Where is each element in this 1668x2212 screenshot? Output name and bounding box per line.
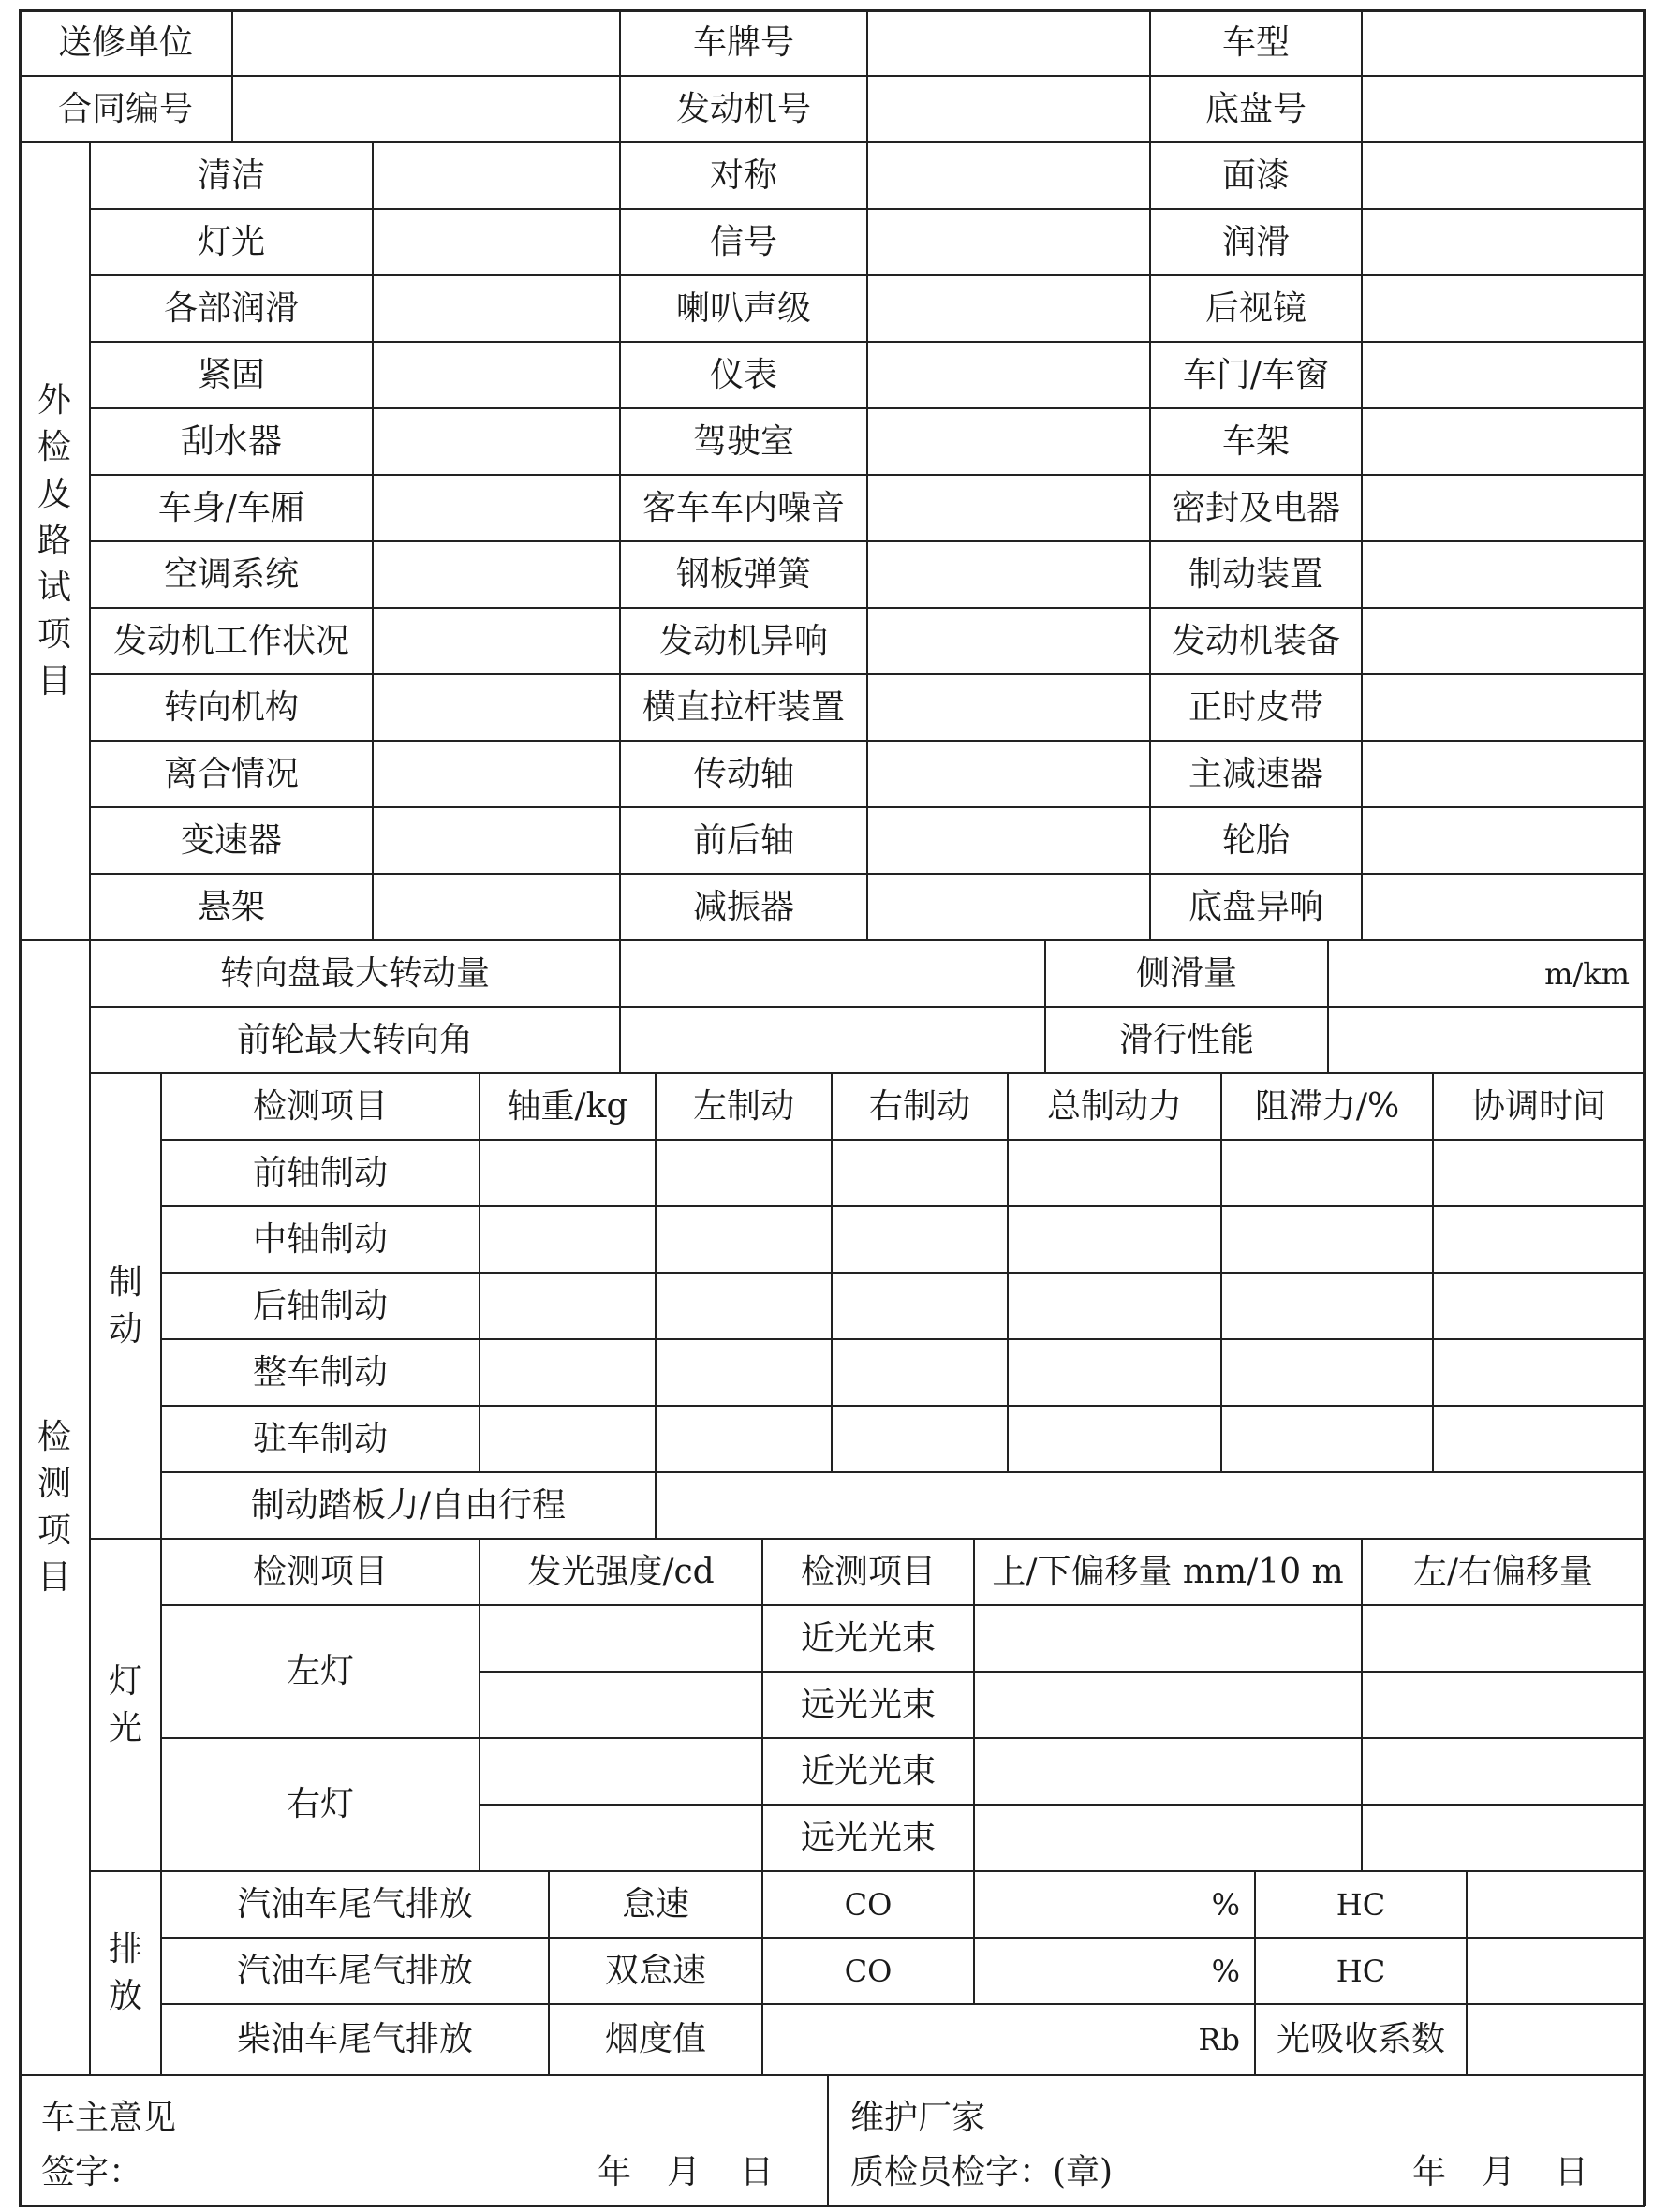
brake-value-field[interactable] <box>832 1206 1008 1273</box>
inspection-item: 润滑 <box>1221 222 1290 261</box>
grid-line <box>761 1539 763 1871</box>
vertical-label-char: 试 <box>37 568 71 607</box>
inspection-result-field[interactable] <box>1362 807 1645 874</box>
grid-line <box>1149 9 1151 142</box>
inspection-item: 后视镜 <box>1204 288 1306 328</box>
brake-header: 检测项目 <box>252 1086 388 1126</box>
brake-value-field[interactable] <box>480 1206 656 1273</box>
inspection-item: 空调系统 <box>163 554 299 594</box>
brake-value-field[interactable] <box>1221 1406 1433 1472</box>
grid-line <box>161 1338 1645 1340</box>
inspection-result-field[interactable] <box>1362 209 1645 275</box>
inspection-result-field[interactable] <box>1362 674 1645 741</box>
inspection-result-field[interactable] <box>373 807 620 874</box>
maintainer-month-label: 月 <box>1482 2153 1516 2191</box>
grid-line <box>619 940 621 1073</box>
brake-value-field[interactable] <box>1221 1273 1433 1339</box>
luminous-intensity-field[interactable] <box>480 1672 762 1738</box>
vertical-label-char: 光 <box>108 1708 142 1747</box>
inspection-result-field[interactable] <box>373 475 620 541</box>
grid-line <box>973 1539 975 1871</box>
right-lamp-label: 右灯 <box>286 1785 354 1823</box>
vertical-label-char: 及 <box>37 475 71 513</box>
grid-line <box>1643 9 1646 2206</box>
hc-label: HC <box>1336 1886 1386 1923</box>
vertical-label-char: 项 <box>37 1512 71 1550</box>
grid-line <box>161 1405 1645 1407</box>
owner-day-label: 日 <box>740 2153 775 2191</box>
inspection-item: 客车车内噪音 <box>642 488 845 527</box>
brake-row-label: 前轴制动 <box>252 1153 388 1192</box>
vertical-label-char: 放 <box>108 1977 142 2015</box>
owner-year-label: 年 <box>598 2153 632 2191</box>
header-value-field[interactable] <box>1362 76 1645 142</box>
inspection-result-field[interactable] <box>373 142 620 209</box>
header-value-field[interactable] <box>867 9 1150 76</box>
grid-line <box>1466 1871 1468 2075</box>
left-lamp-label: 左灯 <box>286 1652 354 1690</box>
brake-value-field[interactable] <box>656 1206 832 1273</box>
grid-line <box>161 1471 1645 1473</box>
brake-value-field[interactable] <box>656 1140 832 1206</box>
grid-line <box>19 2205 1645 2207</box>
inspection-result-field[interactable] <box>373 275 620 342</box>
inspection-item: 横直拉杆装置 <box>642 687 845 727</box>
qc-sign-label: 质检员检字：(章) <box>850 2153 1114 2191</box>
grid-line <box>1361 1539 1363 1871</box>
inspection-item: 正时皮带 <box>1188 687 1323 727</box>
horizontal-offset-field[interactable] <box>1362 1672 1645 1738</box>
maintainer-label: 维护厂家 <box>850 2099 986 2137</box>
light-header: 检测项目 <box>252 1552 388 1591</box>
brake-value-field[interactable] <box>656 1273 832 1339</box>
inspection-result-field[interactable] <box>1362 142 1645 209</box>
brake-value-field[interactable] <box>1433 1273 1645 1339</box>
horizontal-offset-field[interactable] <box>1362 1805 1645 1871</box>
grid-line <box>619 9 621 142</box>
inspection-result-field[interactable] <box>867 408 1150 475</box>
header-label: 送修单位 <box>57 22 193 62</box>
horizontal-offset-field[interactable] <box>1362 1738 1645 1805</box>
inspection-item: 离合情况 <box>163 754 299 793</box>
brake-value-field[interactable] <box>1008 1339 1221 1406</box>
header-value-field[interactable] <box>232 9 620 76</box>
vertical-label-char: 测 <box>37 1465 71 1503</box>
brake-row-label: 后轴制动 <box>252 1286 388 1325</box>
brake-value-field[interactable] <box>1221 1140 1433 1206</box>
grid-line <box>161 1737 1645 1739</box>
inspection-result-field[interactable] <box>373 674 620 741</box>
grid-line <box>19 9 22 2206</box>
inspection-result-field[interactable] <box>373 874 620 940</box>
grid-line <box>1432 1073 1434 1472</box>
brake-header: 右制动 <box>868 1086 970 1126</box>
brake-header: 阻滞力/% <box>1254 1086 1400 1126</box>
light-header: 检测项目 <box>800 1552 936 1591</box>
inspection-result-field[interactable] <box>867 142 1150 209</box>
coasting-label: 滑行性能 <box>1118 1020 1254 1059</box>
inspection-item: 转向机构 <box>163 687 299 727</box>
inspection-result-field[interactable] <box>867 674 1150 741</box>
maintainer-field[interactable] <box>828 2075 1645 2206</box>
inspection-result-field[interactable] <box>373 608 620 674</box>
vertical-label-char: 路 <box>37 522 71 560</box>
brake-pedal-label: 制动踏板力/自由行程 <box>250 1485 567 1525</box>
brake-header: 左制动 <box>692 1086 794 1126</box>
grid-line <box>831 1073 833 1472</box>
brake-row-label: 中轴制动 <box>252 1219 388 1259</box>
grid-line <box>19 939 1645 941</box>
header-label: 底盘号 <box>1204 89 1306 128</box>
absorption-value-field[interactable] <box>1467 2004 1645 2075</box>
header-value-field[interactable] <box>232 76 620 142</box>
brake-value-field[interactable] <box>1008 1273 1221 1339</box>
inspection-result-field[interactable] <box>867 541 1150 608</box>
grid-line <box>161 1937 1645 1939</box>
inspection-item: 清洁 <box>197 155 265 195</box>
inspection-item: 传动轴 <box>692 754 794 793</box>
brake-value-field[interactable] <box>1221 1206 1433 1273</box>
vertical-label-char: 项 <box>37 615 71 654</box>
grid-line <box>866 9 868 142</box>
grid-line <box>1254 1871 1256 2075</box>
emission-mode: 双怠速 <box>604 1951 706 1990</box>
inspection-result-field[interactable] <box>373 541 620 608</box>
inspection-item: 制动装置 <box>1188 554 1323 594</box>
inspection-result-field[interactable] <box>1362 541 1645 608</box>
inspection-result-field[interactable] <box>867 342 1150 408</box>
brake-row-label: 驻车制动 <box>252 1419 388 1458</box>
beam-label: 远光光束 <box>800 1685 936 1724</box>
inspection-item: 密封及电器 <box>1171 488 1340 527</box>
inspection-result-field[interactable] <box>1362 608 1645 674</box>
grid-line <box>161 2003 1645 2005</box>
emission-section-label <box>90 1871 161 2075</box>
grid-line <box>1361 9 1363 142</box>
header-label: 车型 <box>1221 22 1290 62</box>
vertical-offset-field[interactable] <box>974 1738 1362 1805</box>
smoke-unit: Rb <box>1198 2022 1240 2057</box>
grid-line <box>548 1871 550 2075</box>
light-header: 上/下偏移量 mm/10 m <box>992 1552 1344 1591</box>
header-value-field[interactable] <box>1362 9 1645 76</box>
testing-group-label <box>19 940 90 2075</box>
grid-line <box>231 9 233 142</box>
grid-line <box>89 142 91 940</box>
brake-value-field[interactable] <box>480 1273 656 1339</box>
light-header: 左/右偏移量 <box>1412 1552 1594 1591</box>
grid-line <box>161 1205 1645 1207</box>
inspection-result-field[interactable] <box>373 209 620 275</box>
brake-header: 协调时间 <box>1470 1086 1606 1126</box>
inspection-result-field[interactable] <box>1362 874 1645 940</box>
brake-value-field[interactable] <box>832 1406 1008 1472</box>
grid-line <box>19 2074 1645 2076</box>
inspection-item: 刮水器 <box>180 421 282 461</box>
brake-value-field[interactable] <box>1433 1140 1645 1206</box>
grid-line <box>161 1272 1645 1274</box>
grid-line <box>1361 142 1363 940</box>
vertical-label-char: 外 <box>37 381 71 420</box>
hc-label: HC <box>1336 1953 1386 1989</box>
light-section-label <box>90 1539 161 1871</box>
inspection-item: 面漆 <box>1221 155 1290 195</box>
beam-label: 近光光束 <box>800 1618 936 1658</box>
grid-line <box>1327 940 1329 1073</box>
emission-mode: 怠速 <box>621 1884 689 1924</box>
emission-item: 汽油车尾气排放 <box>236 1884 473 1924</box>
brake-value-field[interactable] <box>1433 1206 1645 1273</box>
inspection-item: 变速器 <box>180 820 282 860</box>
beam-label: 近光光束 <box>800 1751 936 1791</box>
inspection-item: 车架 <box>1221 421 1290 461</box>
grid-line <box>866 142 868 940</box>
owner-opinion-label: 车主意见 <box>41 2099 177 2137</box>
inspection-result-field[interactable] <box>1362 275 1645 342</box>
steering-play-field[interactable] <box>620 940 1045 1007</box>
inspection-item: 对称 <box>709 155 777 195</box>
inspection-item: 前后轴 <box>692 820 794 860</box>
inspection-item: 悬架 <box>197 887 265 926</box>
inspection-item: 主减速器 <box>1188 754 1323 793</box>
grid-line <box>480 1671 1645 1673</box>
brake-pedal-field[interactable] <box>656 1472 1645 1539</box>
light-header: 发光强度/cd <box>527 1552 715 1591</box>
grid-line <box>1044 940 1046 1073</box>
inspection-item: 各部润滑 <box>163 288 299 328</box>
grid-line <box>19 75 1645 77</box>
inspection-result-field[interactable] <box>867 209 1150 275</box>
vertical-label-char: 灯 <box>108 1661 142 1701</box>
grid-line <box>761 1871 763 2075</box>
inspection-result-field[interactable] <box>373 408 620 475</box>
grid-line <box>479 1073 480 1472</box>
max-steer-angle-label: 前轮最大转向角 <box>236 1020 473 1059</box>
brake-value-field[interactable] <box>1008 1140 1221 1206</box>
grid-line <box>161 1604 1645 1606</box>
brake-value-field[interactable] <box>832 1273 1008 1339</box>
maintainer-year-label: 年 <box>1412 2153 1447 2191</box>
header-label: 合同编号 <box>57 89 193 128</box>
header-label: 车牌号 <box>692 22 794 62</box>
grid-line <box>619 142 621 940</box>
grid-line <box>1149 142 1151 940</box>
grid-line <box>19 141 1645 143</box>
vertical-label-char: 检 <box>37 428 71 466</box>
vertical-label-char: 动 <box>108 1309 142 1349</box>
inspection-item: 灯光 <box>197 222 265 261</box>
vertical-offset-field[interactable] <box>974 1605 1362 1672</box>
inspection-item: 喇叭声级 <box>675 288 811 328</box>
horizontal-offset-field[interactable] <box>1362 1605 1645 1672</box>
grid-line <box>655 1073 657 1472</box>
luminous-intensity-field[interactable] <box>480 1605 762 1672</box>
co-unit: % <box>1211 1886 1240 1923</box>
inspection-item: 钢板弹簧 <box>675 554 811 594</box>
inspection-item: 驾驶室 <box>692 421 794 461</box>
inspection-item: 减振器 <box>692 887 794 926</box>
max-steer-angle-field[interactable] <box>620 1007 1045 1073</box>
co-unit: % <box>1211 1953 1240 1989</box>
brake-value-field[interactable] <box>480 1140 656 1206</box>
grid-line <box>1220 1073 1222 1472</box>
inspection-group-label <box>19 142 90 940</box>
hc-value-field[interactable] <box>1467 1871 1645 1938</box>
side-slip-unit: m/km <box>1544 955 1630 992</box>
luminous-intensity-field[interactable] <box>480 1805 762 1871</box>
owner-sign-label: 签字： <box>41 2153 143 2191</box>
header-value-field[interactable] <box>867 76 1150 142</box>
inspection-item: 发动机装备 <box>1171 621 1340 660</box>
steering-play-label: 转向盘最大转动量 <box>219 953 490 993</box>
inspection-item: 紧固 <box>197 355 265 394</box>
brake-value-field[interactable] <box>1221 1339 1433 1406</box>
inspection-result-field[interactable] <box>1362 741 1645 807</box>
absorption-label: 光吸收系数 <box>1276 2020 1445 2058</box>
vertical-label-char: 制 <box>108 1262 142 1302</box>
brake-header: 总制动力 <box>1046 1086 1182 1126</box>
emission-item: 柴油车尾气排放 <box>236 2020 473 2058</box>
emission-item: 汽油车尾气排放 <box>236 1951 473 1990</box>
inspection-item: 信号 <box>709 222 777 261</box>
grid-line <box>1007 1073 1009 1472</box>
inspection-result-field[interactable] <box>867 807 1150 874</box>
inspection-item: 轮胎 <box>1221 820 1290 860</box>
vertical-offset-field[interactable] <box>974 1672 1362 1738</box>
brake-value-field[interactable] <box>656 1406 832 1472</box>
brake-value-field[interactable] <box>480 1406 656 1472</box>
side-slip-label: 侧滑量 <box>1135 953 1237 993</box>
brake-value-field[interactable] <box>656 1339 832 1406</box>
inspection-result-field[interactable] <box>1362 475 1645 541</box>
inspection-result-field[interactable] <box>373 741 620 807</box>
grid-line <box>372 142 374 940</box>
hc-value-field[interactable] <box>1467 1938 1645 2004</box>
inspection-result-field[interactable] <box>373 342 620 408</box>
inspection-result-field[interactable] <box>867 874 1150 940</box>
inspection-result-field[interactable] <box>867 275 1150 342</box>
coasting-field[interactable] <box>1328 1007 1645 1073</box>
grid-line <box>480 1804 1645 1806</box>
vertical-offset-field[interactable] <box>974 1805 1362 1871</box>
inspection-item: 发动机异响 <box>658 621 828 660</box>
inspection-result-field[interactable] <box>867 608 1150 674</box>
brake-value-field[interactable] <box>1433 1406 1645 1472</box>
emission-mode: 烟度值 <box>604 2020 706 2058</box>
brake-value-field[interactable] <box>1008 1406 1221 1472</box>
beam-label: 远光光束 <box>800 1818 936 1857</box>
brake-row-label: 整车制动 <box>252 1352 388 1392</box>
brake-value-field[interactable] <box>480 1339 656 1406</box>
owner-month-label: 月 <box>667 2153 701 2191</box>
brake-value-field[interactable] <box>832 1140 1008 1206</box>
inspection-item: 车门/车窗 <box>1182 355 1330 394</box>
grid-line <box>479 1539 480 1871</box>
inspection-item: 底盘异响 <box>1188 887 1323 926</box>
vertical-label-char: 检 <box>37 1418 71 1456</box>
grid-line <box>19 9 1645 12</box>
grid-line <box>973 1871 975 2004</box>
vertical-label-char: 目 <box>37 1558 71 1597</box>
maintainer-day-label: 日 <box>1555 2153 1589 2191</box>
grid-line <box>161 1139 1645 1141</box>
inspection-result-field[interactable] <box>867 741 1150 807</box>
inspection-result-field[interactable] <box>1362 408 1645 475</box>
inspection-item: 发动机工作状况 <box>112 621 349 660</box>
grid-line <box>655 1472 657 1539</box>
brake-section-label <box>90 1073 161 1539</box>
inspection-item: 仪表 <box>709 355 777 394</box>
header-label: 发动机号 <box>675 89 811 128</box>
vertical-label-char: 排 <box>108 1930 142 1969</box>
brake-value-field[interactable] <box>832 1339 1008 1406</box>
inspection-item: 车身/车厢 <box>157 488 305 527</box>
brake-header: 轴重/kg <box>507 1086 628 1126</box>
co-label: CO <box>844 1886 893 1923</box>
grid-line <box>827 2075 829 2206</box>
co-label: CO <box>844 1953 893 1989</box>
inspection-result-field[interactable] <box>1362 342 1645 408</box>
brake-value-field[interactable] <box>1433 1339 1645 1406</box>
vertical-label-char: 目 <box>37 662 71 700</box>
inspection-result-field[interactable] <box>867 475 1150 541</box>
owner-opinion-field[interactable] <box>19 2075 828 2206</box>
luminous-intensity-field[interactable] <box>480 1738 762 1805</box>
grid-line <box>90 1006 1645 1008</box>
brake-value-field[interactable] <box>1008 1206 1221 1273</box>
